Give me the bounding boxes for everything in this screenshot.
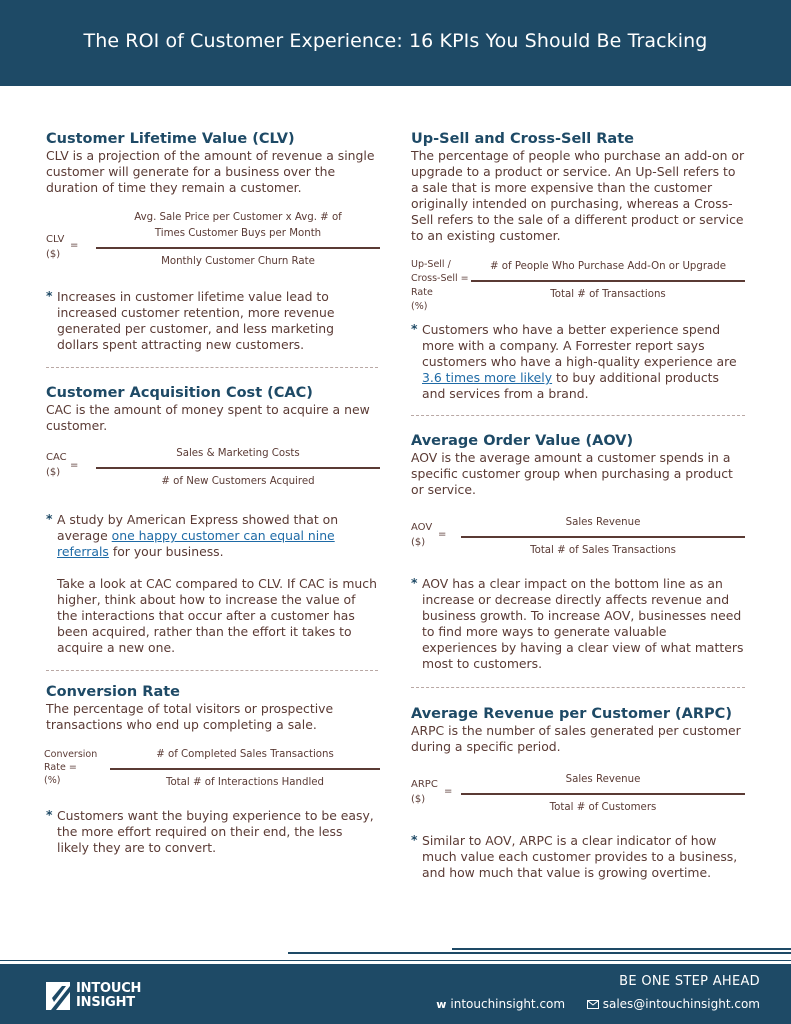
conversion-formula-numerator: # of Completed Sales Transactions bbox=[156, 749, 334, 760]
conversion-formula bbox=[46, 745, 378, 793]
clv-section bbox=[46, 130, 378, 196]
section-divider bbox=[411, 415, 745, 416]
cac-section bbox=[46, 384, 378, 434]
bullet-asterisk: * bbox=[411, 321, 418, 336]
conversion-bullet: * Customers want the buying experience to be easy, the more effort required on their end, the less likely they are to convert. bbox=[46, 807, 374, 855]
web-icon: w bbox=[436, 998, 447, 1011]
clv-description: CLV is a projection of the amount of revenue a single customer will generate for a business over the duration of time they remain a customer. bbox=[46, 148, 375, 195]
mail-icon bbox=[587, 1000, 599, 1009]
upsell-formula-divider bbox=[471, 280, 745, 282]
upsell-description: The percentage of people who purchase an add-on or upgrade to a product or service. An Up-Sell refers to a sale that is more expensive than the customer originally intended on purchasing, whereas a Cross-Sell refers to the sale of a different product or service to an existing customer. bbox=[411, 148, 745, 243]
upsell-formula-denominator: Total # of Transactions bbox=[550, 289, 666, 300]
happy-customer-referrals-link[interactable]: one happy customer can equal nine referrals bbox=[57, 528, 335, 559]
arpc-formula-denominator: Total # of Customers bbox=[549, 802, 657, 813]
page-title: The ROI of Customer Experience: 16 KPIs You Should Be Tracking bbox=[83, 30, 708, 52]
arpc-formula bbox=[411, 771, 745, 819]
website-link[interactable]: intouchinsight.com bbox=[450, 997, 566, 1011]
aov-description: AOV is the average amount a customer spends in a specific customer group when purchasing a product or service. bbox=[411, 450, 733, 497]
cac-bullet: * A study by American Express showed that on average one happy customer can equal nine referrals for your business. Take a look at CAC compared to CLV. If CAC is much higher, think about how to increase the value of the interactions that occur after a customer has been acquired, rather than the effort it takes to acquire a new one. bbox=[46, 511, 377, 655]
aov-section bbox=[411, 432, 745, 498]
footer-tagline: BE ONE STEP AHEAD bbox=[619, 974, 760, 989]
clv-heading: Customer Lifetime Value (CLV) bbox=[46, 131, 295, 147]
bullet-asterisk: * bbox=[411, 575, 418, 590]
section-divider bbox=[46, 367, 378, 368]
conversion-description: The percentage of total visitors or prospective transactions who end up completing a sale. bbox=[46, 701, 334, 732]
arpc-heading: Average Revenue per Customer (ARPC) bbox=[411, 706, 732, 722]
arpc-formula-numerator: Sales Revenue bbox=[565, 774, 641, 785]
cac-bullet-para2: Take a look at CAC compared to CLV. If CAC is much higher, think about how to increase the value of the interactions that occur after a customer has been acquired, rather than the effort it takes to acquire a new one. bbox=[57, 576, 377, 655]
footer-contacts bbox=[436, 997, 760, 1011]
arpc-description: ARPC is the number of sales generated per customer during a specific period. bbox=[411, 723, 741, 754]
upsell-bullet: * Customers who have a better experience spend more with a company. A Forrester report says customers who have a high-quality experience are 3.6 times more likely to buy additional products and services from a brand. bbox=[411, 321, 737, 401]
cac-formula-denominator: # of New Customers Acquired bbox=[161, 476, 315, 487]
arpc-formula-divider bbox=[461, 793, 745, 795]
arpc-formula-label: ARPC ($) bbox=[411, 779, 438, 805]
upsell-section bbox=[411, 130, 745, 244]
clv-formula-numerator: Avg. Sale Price per Customer x Avg. # of Times Customer Buys per Month bbox=[134, 212, 342, 239]
bullet-asterisk: * bbox=[46, 511, 53, 526]
arpc-section bbox=[411, 705, 745, 755]
conversion-heading: Conversion Rate bbox=[46, 684, 181, 700]
intouch-logo-icon bbox=[46, 982, 70, 1010]
intouch-insight-logo[interactable]: INTOUCH INSIGHT bbox=[46, 982, 156, 1012]
upsell-formula-label: Up-Sell / Cross-Sell = Rate (%) bbox=[411, 259, 469, 312]
footer-accent-lines bbox=[0, 946, 791, 964]
bullet-asterisk: * bbox=[46, 807, 53, 822]
cac-description: CAC is the amount of money spent to acquire a new customer. bbox=[46, 402, 370, 433]
clv-bullet: * Increases in customer lifetime value lead to increased customer retention, more revenue generated per customer, and less marketing dollars spent attracting new customers. bbox=[46, 288, 335, 352]
arpc-formula-equals: = bbox=[444, 786, 453, 797]
aov-formula-divider bbox=[461, 536, 745, 538]
clv-formula-divider bbox=[96, 247, 380, 249]
cac-formula-equals: = bbox=[70, 460, 79, 471]
aov-formula-label: AOV ($) bbox=[411, 522, 433, 548]
cac-formula-label: CAC ($) bbox=[46, 452, 67, 478]
bullet-asterisk: * bbox=[46, 288, 53, 303]
cac-formula bbox=[46, 446, 378, 494]
arpc-bullet: * Similar to AOV, ARPC is a clear indicator of how much value each customer provides to a business, and how much that value is growing overtime. bbox=[411, 832, 738, 880]
aov-formula bbox=[411, 514, 745, 562]
aov-formula-numerator: Sales Revenue bbox=[565, 517, 641, 528]
cac-heading: Customer Acquisition Cost (CAC) bbox=[46, 385, 313, 401]
clv-formula-equals: = bbox=[70, 240, 79, 251]
aov-bullet: * AOV has a clear impact on the bottom line as an increase or decrease directly affects revenue and business growth. To increase AOV, businesses need to find more ways to generate valuable experiences by having a clear view of what matters most to customers. bbox=[411, 575, 744, 671]
page-footer bbox=[0, 964, 791, 1024]
conversion-formula-divider bbox=[110, 768, 380, 770]
email-link[interactable]: sales@intouchinsight.com bbox=[602, 997, 760, 1011]
aov-formula-denominator: Total # of Sales Transactions bbox=[530, 545, 676, 556]
conversion-section bbox=[46, 683, 378, 733]
conversion-formula-denominator: Total # of Interactions Handled bbox=[165, 777, 325, 788]
aov-heading: Average Order Value (AOV) bbox=[411, 433, 634, 449]
cac-formula-divider bbox=[96, 467, 380, 469]
page-header bbox=[0, 0, 791, 86]
forrester-stat-link[interactable]: 3.6 times more likely bbox=[422, 370, 553, 385]
bullet-asterisk: * bbox=[411, 832, 418, 847]
cac-formula-numerator: Sales & Marketing Costs bbox=[176, 448, 300, 459]
section-divider bbox=[46, 670, 378, 671]
conversion-formula-label: Conversion Rate = (%) bbox=[44, 749, 98, 786]
clv-formula-label: CLV ($) bbox=[46, 234, 65, 260]
upsell-heading: Up-Sell and Cross-Sell Rate bbox=[411, 131, 634, 147]
clv-formula-denominator: Monthly Customer Churn Rate bbox=[161, 256, 315, 267]
clv-formula bbox=[46, 210, 378, 272]
upsell-formula-numerator: # of People Who Purchase Add-On or Upgrade bbox=[489, 261, 727, 272]
section-divider bbox=[411, 687, 745, 688]
aov-formula-equals: = bbox=[438, 529, 447, 540]
upsell-formula bbox=[411, 256, 745, 312]
